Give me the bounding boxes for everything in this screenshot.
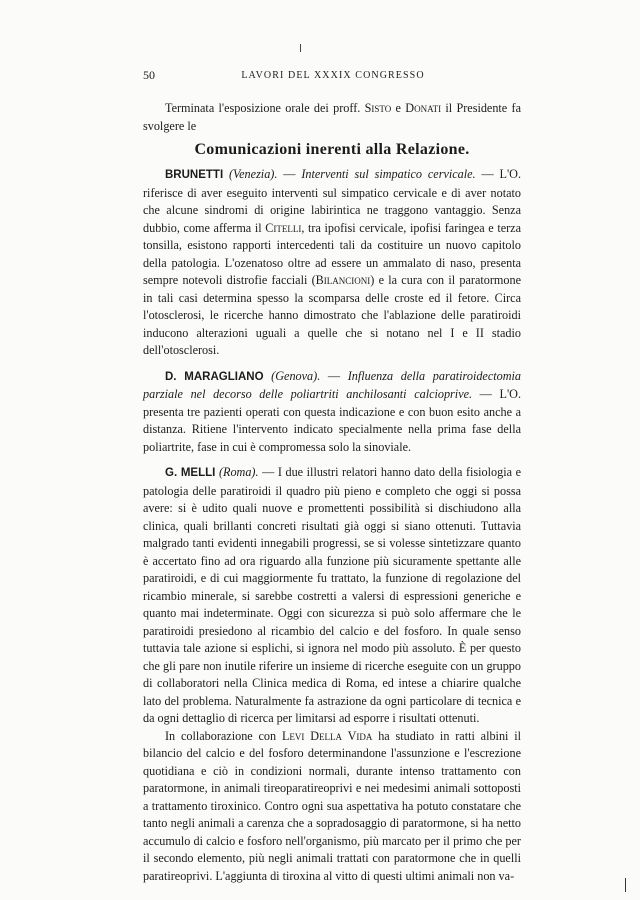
author-melli: G. MELLI — [165, 467, 216, 479]
running-title: LAVORI DEL XXXIX CONGRESSO — [241, 70, 425, 81]
author-maragliano: D. MARAGLIANO — [165, 370, 264, 383]
title-maragliano: Influenza della paratiroidectomia parziale nel decorso delle poliartriti anchilosanti calcioprive. — [143, 368, 521, 401]
name-sisto: Sisto — [364, 101, 392, 115]
author-brunetti: BRUNETTI — [165, 169, 224, 181]
page-header — [143, 66, 523, 86]
maragliano-paragraph: D. MARAGLIANO (Genova). — Influenza della paratiroidectomia parziale nel decorso delle poliartriti anchilosanti calcioprive. — L'O. presenta tre pazienti operati con questa indicazione e con buon esito anche a distanza. Ritiene l'intervento indicato specialmente nella prima fase della poliartrite, fase in cui è compromessa solo la sinoviale. — [143, 368, 521, 454]
section-title: Comunicazioni inerenti alla Relazione. — [194, 141, 470, 158]
title-brunetti: Interventi sul simpatico cervicale. — [301, 167, 476, 181]
melli-paragraph-2: In collaborazione con Levi Della Vida ha studiato in ratti albini il bilancio del calcio e del fosforo determinandone l'assunzione e l'escrezione quotidiana e ciò in condizioni normali, durante intenso trattamento con paratormone, in animali tireoparatireoprivi e nei medesimi animali sottoposti a trattamento tiroxinico. Contro ogni sua aspettativa ha potuto constatare che tanto negli animali a carenza che a sopradosaggio di paratormone, si ha netto accumulo di calcio e fosforo nell'organismo, più marcato per il primo che per il secondo elemento, più negli animali trattati con paratormone che in quelli paratireoprivi. L'aggiunta di tiroxina al vitto di questi ultimi animali non va- — [143, 728, 522, 883]
brunetti-paragraph: BRUNETTI (Venezia). — Interventi sul simpatico cervicale. — L'O. riferisce di aver eseguito interventi sul simpatico cervicale e di aver notato che alcune sindromi di origine labirintica ne traggono vantaggio. Senza dubbio, come afferma il Citelli, tra ipofisi cervicale, ipofisi faringea e terza tonsilla, esistono rapporti intercedenti tali da costituire un nuovo capitolo della patologia. L'ozenatoso oltre ad essere un ammalato di naso, presenta sempre notevoli distrofie facciali (Bilancioni) e la cura con il paratormone in tali casi determina spesso la scomparsa delle croste ed il fetore. Circa l'otosclerosi, le ricerche hanno dimostrato che l'ablazione delle paratiroidi inducono alterazioni uguali a quelle che si notano nel I e II stadio dell'otosclerosi. — [143, 167, 521, 357]
melli-paragraph: G. MELLI (Roma). — I due illustri relatori hanno dato della fisiologia e patologia delle paratiroidi il quadro più pieno e completo che oggi si possa avere: si è udito quali nuove e promettenti possibilità si dischiudono alla clinica, quali brillanti concreti risultati già oggi si siano ottenuti. Tuttavia malgrado tanti evidenti innegabili progressi, se si volesse sintetizzare quanto è accertato fino ad ora riguardo alla funzione più sicuramente spettante alle paratiroidi, e di cui maggiormente fu trattato, la funzione di regolazione del ricambio minerale, si sarebbe costretti a valersi di espressioni generiche e quanto mai indeterminate. Oggi con sicurezza si può solo affermare che le paratiroidi presiedono al ricambio del calcio e del fosforo. In quale senso tuttavia tale azione si esplichi, si ignora nel modo più assoluto. È per questo che gli pare non inutile riferire un insieme di ricerche eseguite con un gruppo di collaboratori nella Clinica medica di Roma, ed intese a chiarire qualche lato del problema. Naturalmente fa astrazione da ogni particolare di tecnica e da ogni dettaglio di ricerca per limitarsi ad esporre i risultati ottenuti. — [143, 465, 521, 725]
page-body — [143, 100, 521, 885]
page-number: 50 — [143, 68, 155, 82]
intro-paragraph: Terminata l'esposizione orale dei proff. Sisto e Donati il Presidente fa svolgere le — [143, 101, 521, 133]
name-donati: Donati — [405, 101, 442, 115]
scan-mark — [300, 44, 301, 52]
scan-edge-mark — [625, 878, 626, 892]
